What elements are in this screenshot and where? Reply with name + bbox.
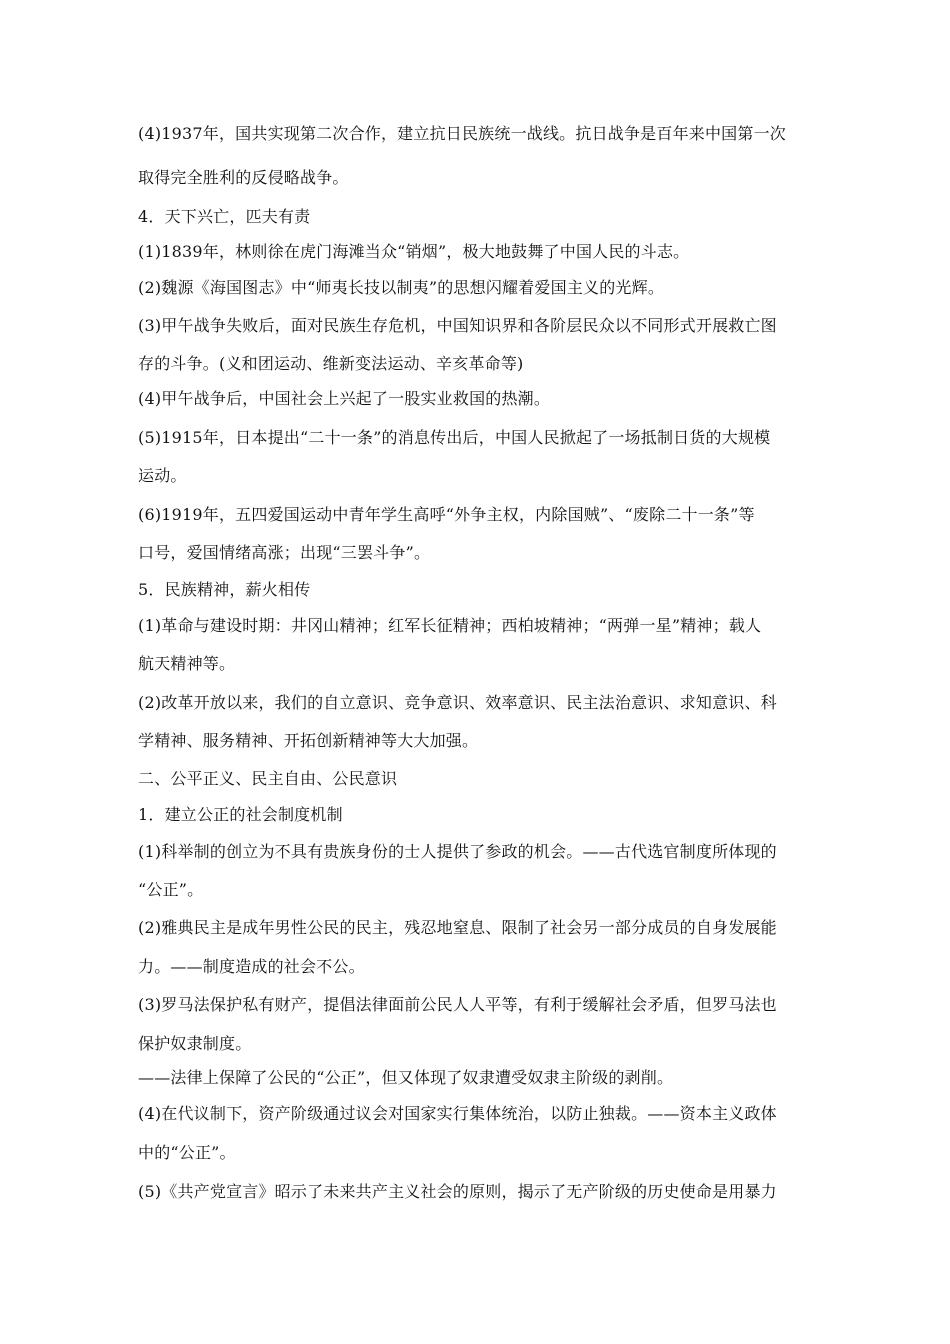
text-line: “公正”。: [138, 880, 204, 899]
text-line: (1)科举制的创立为不具有贵族身份的士人提供了参政的机会。——古代选官制度所体现的: [138, 842, 777, 861]
text-line: (2)魏源《海国图志》中“师夷长技以制夷”的思想闪耀着爱国主义的光辉。: [138, 278, 665, 297]
text-line: (1)革命与建设时期：井冈山精神；红军长征精神；西柏坡精神；“两弹一星”精神；载人: [138, 616, 762, 635]
text-line: 存的斗争。(义和团运动、维新变法运动、辛亥革命等): [138, 354, 524, 373]
text-line: 运动。: [138, 466, 187, 485]
text-line: ——法律上保障了公民的“公正”，但又体现了奴隶遭受奴隶主阶级的剥削。: [138, 1068, 674, 1087]
text-line: 中的“公正”。: [138, 1143, 236, 1162]
text-line: 航天精神等。: [138, 654, 236, 673]
section-heading: 5．民族精神，薪火相传: [138, 580, 311, 599]
text-line: (2)雅典民主是成年男性公民的民主，残忍地窒息、限制了社会另一部分成员的自身发展能: [138, 918, 777, 937]
text-line: 口号，爱国情绪高涨；出现“三罢斗争”。: [138, 543, 431, 562]
text-line: (4)在代议制下，资产阶级通过议会对国家实行集体统治，以防止独裁。——资本主义政体: [138, 1104, 777, 1123]
text-line: (5)《共产党宣言》昭示了未来共产主义社会的原则，揭示了无产阶级的历史使命是用暴力: [138, 1182, 777, 1201]
text-line: 取得完全胜利的反侵略战争。: [138, 168, 349, 187]
text-line: (6)1919年，五四爱国运动中青年学生高呼“外争主权，内除国贼”、“废除二十一条”等: [138, 505, 755, 524]
text-line: (4)甲午战争后，中国社会上兴起了一股实业救国的热潮。: [138, 389, 551, 408]
chapter-heading: 二、公平正义、民主自由、公民意识: [138, 769, 398, 788]
text-line: (3)罗马法保护私有财产，提倡法律面前公民人人平等，有利于缓解社会矛盾，但罗马法也: [138, 995, 777, 1014]
section-heading: 1．建立公正的社会制度机制: [138, 805, 343, 824]
text-line: 保护奴隶制度。: [138, 1034, 252, 1053]
text-line: 学精神、服务精神、开拓创新精神等大大加强。: [138, 731, 479, 750]
text-line: (5)1915年，日本提出“二十一条”的消息传出后，中国人民掀起了一场抵制日货的大规模: [138, 428, 771, 447]
section-heading: 4．天下兴亡，匹夫有责: [138, 207, 311, 226]
text-line: (2)改革开放以来，我们的自立意识、竞争意识、效率意识、民主法治意识、求知意识、科: [138, 693, 777, 712]
text-line: (4)1937年，国共实现第二次合作，建立抗日民族统一战线。抗日战争是百年来中国第一次: [138, 124, 786, 143]
text-line: (3)甲午战争失败后，面对民族生存危机，中国知识界和各阶层民众以不同形式开展救亡图: [138, 316, 777, 335]
text-line: (1)1839年，林则徐在虎门海滩当众“销烟”，极大地鼓舞了中国人民的斗志。: [138, 242, 690, 261]
text-line: 力。——制度造成的社会不公。: [138, 957, 365, 976]
